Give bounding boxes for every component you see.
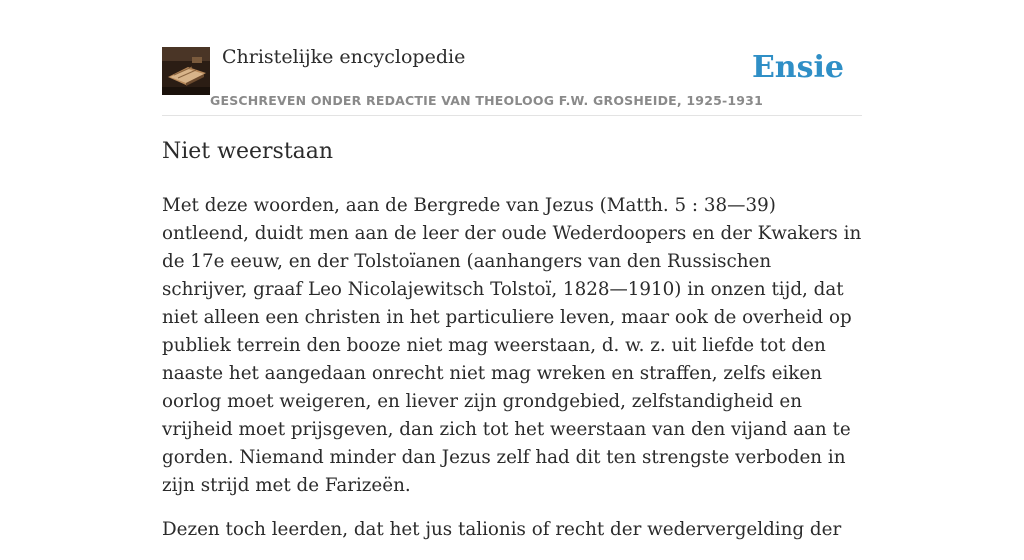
article-title: Niet weerstaan <box>162 139 334 164</box>
brand-logo-link[interactable]: Ensie <box>751 50 844 85</box>
site-header <box>162 44 862 116</box>
book-photo-icon <box>162 47 210 95</box>
article-paragraph: Dezen toch leerden, dat het jus talionis of recht der wedervergelding der <box>162 519 842 540</box>
article-paragraph: Met deze woorden, aan de Bergrede van Jezus (Matth. 5 : 38—39) ontleend, duidt men aan de leer der oude Wederdoopers en der Kwakers in de 17e eeuw, en der Tolstoïanen (aanhangers van den Russischen schrijver, graaf Leo Nicolajewitsch Tolstoï, 1828—1910) in onzen tijd, dat niet alleen een christen in het particuliere leven, maar ook de overheid op publiek terrein den booze niet mag weerstaan, d. w. z. uit liefde tot den naaste het aangedaan onrecht niet mag wreken en straffen, zelfs eiken oorlog moet weigeren, en liever zijn grondgebied, zelfstandigheid en vrijheid moet prijsgeven, dan zich tot het weerstaan van den vijand aan te gorden. Niemand minder dan Jezus zelf had dit ten strengste verboden in zijn strijd met de Farizeën. <box>162 195 862 496</box>
site-logo-avatar[interactable] <box>162 47 210 95</box>
site-title-link[interactable]: Christelijke encyclopedie <box>222 46 466 68</box>
article-body <box>162 192 862 560</box>
site-subtitle: GESCHREVEN ONDER REDACTIE VAN THEOLOOG F.W. GROSHEIDE, 1925-1931 <box>210 93 763 108</box>
